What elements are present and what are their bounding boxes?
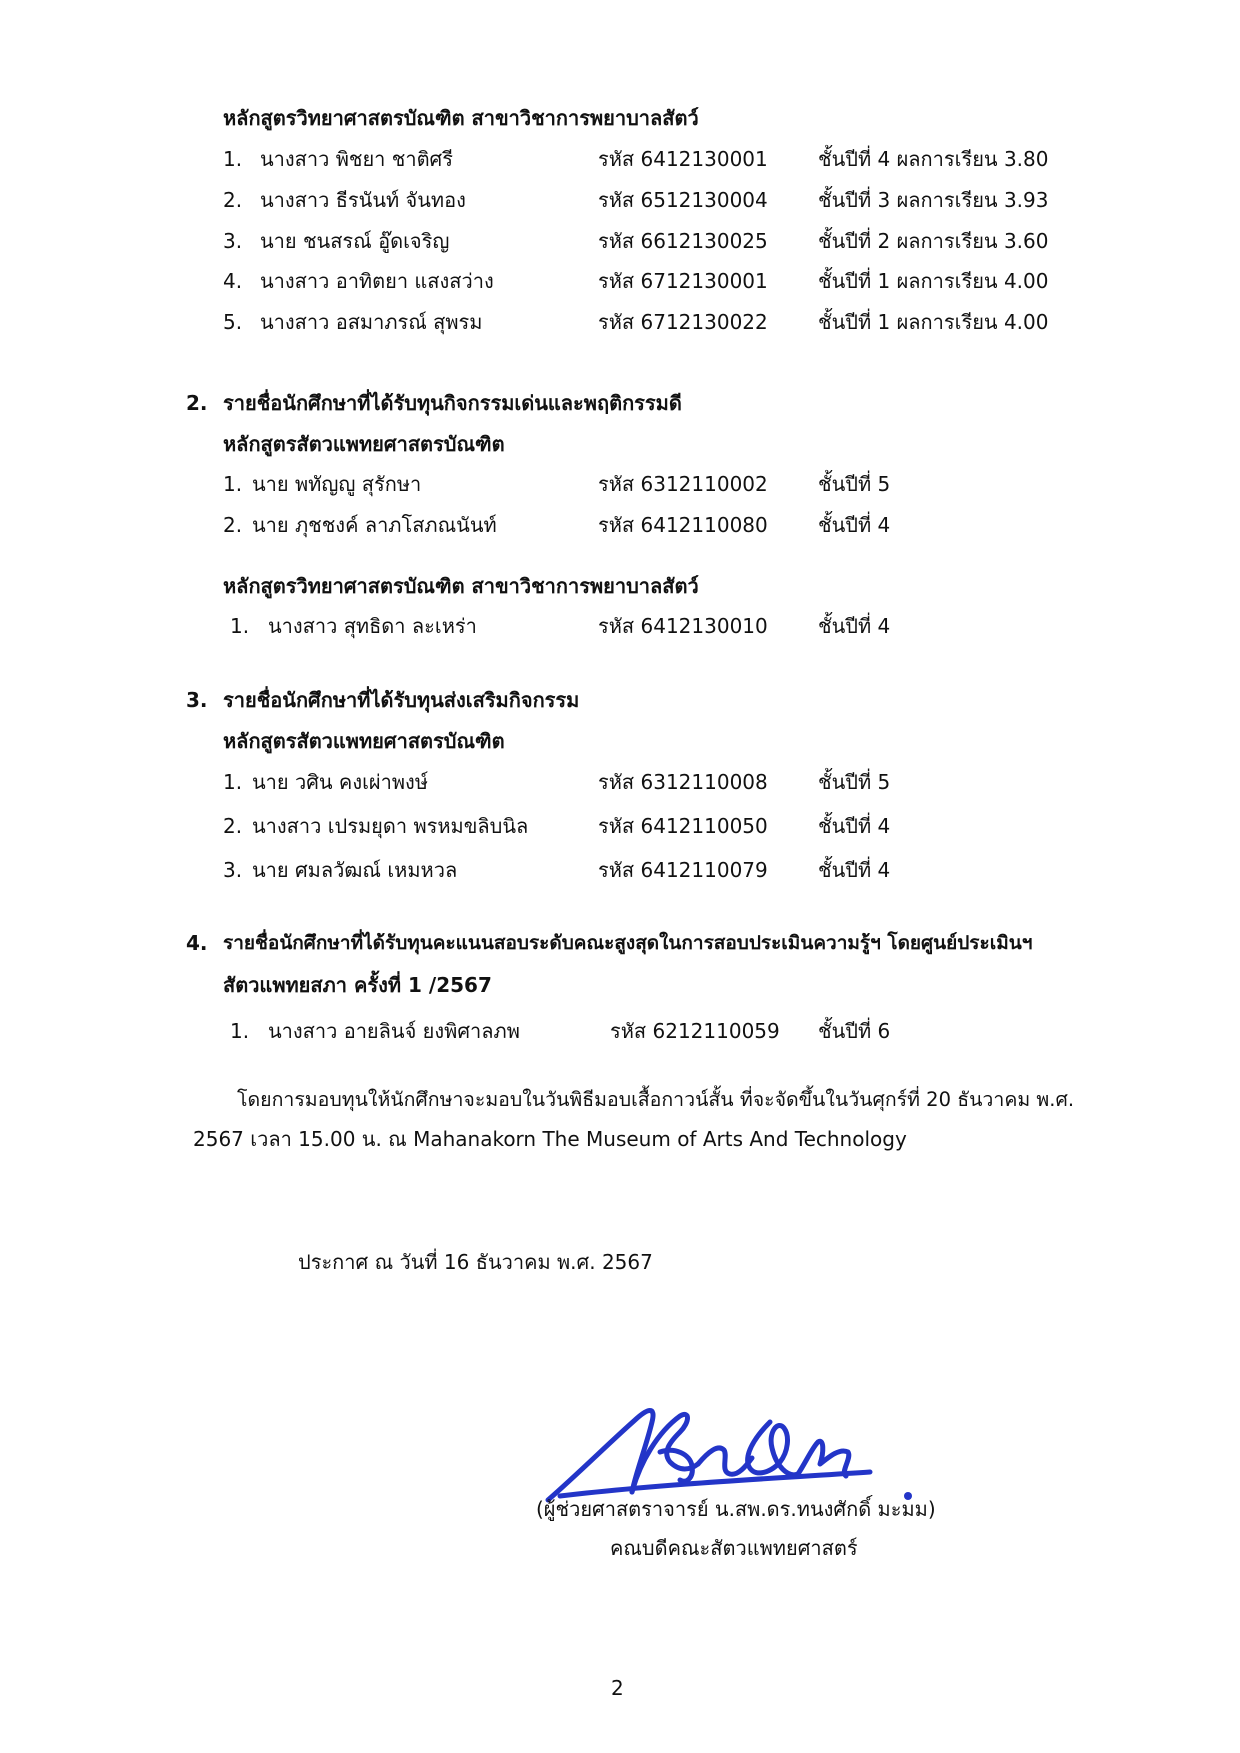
section-title-cont: สัตวแพทยสภา ครั้งที่ 1 /2567: [223, 973, 492, 997]
student-code: รหัส 6412110080: [598, 513, 768, 537]
signatory-position: คณบดีคณะสัตวแพทยศาสตร์: [610, 1536, 858, 1560]
student-name: นางสาว อายลินจ์ ยงพิศาลภพ: [268, 1019, 520, 1043]
section-number: 2.: [186, 391, 208, 415]
program-heading: หลักสูตรสัตวแพทยศาสตรบัณฑิต: [223, 432, 505, 456]
student-name: นาย วศิน คงเผ่าพงษ์: [252, 770, 428, 794]
row-number: 1.: [223, 472, 243, 496]
student-name: นางสาว พิชยา ชาติศรี: [260, 147, 453, 171]
student-year: ชั้นปีที่ 5: [818, 472, 891, 496]
student-code: รหัส 6412110050: [598, 814, 768, 838]
student-name: นาย ภุชชงค์ ลาภโสภณนันท์: [252, 513, 497, 537]
page-number: 2: [611, 1676, 624, 1700]
student-code: รหัส 6712130022: [598, 310, 768, 334]
row-number: 3.: [223, 229, 243, 253]
student-year: ชั้นปีที่ 3 ผลการเรียน 3.93: [818, 188, 1049, 212]
program-heading: หลักสูตรวิทยาศาสตรบัณฑิต สาขาวิชาการพยาบาลสัตว์: [223, 106, 699, 130]
row-number: 2.: [223, 814, 243, 838]
row-number: 1.: [230, 614, 250, 638]
student-code: รหัส 6312110002: [598, 472, 768, 496]
row-number: 1.: [223, 147, 243, 171]
row-number: 1.: [223, 770, 243, 794]
student-name: นาย ศมลวัฒณ์ เหมหวล: [252, 858, 458, 882]
student-year: ชั้นปีที่ 1 ผลการเรียน 4.00: [818, 269, 1049, 293]
student-year: ชั้นปีที่ 4: [818, 858, 891, 882]
student-year: ชั้นปีที่ 2 ผลการเรียน 3.60: [818, 229, 1049, 253]
row-number: 5.: [223, 310, 243, 334]
student-year: ชั้นปีที่ 4: [818, 614, 891, 638]
row-number: 2.: [223, 188, 243, 212]
student-name: นางสาว สุทธิดา ละเหร่า: [268, 614, 477, 638]
student-year: ชั้นปีที่ 1 ผลการเรียน 4.00: [818, 310, 1049, 334]
paragraph-line: โดยการมอบทุนให้นักศึกษาจะมอบในวันพิธีมอบเสื้อกาวน์สั้น ที่จะจัดขึ้นในวันศุกร์ที่ 20 ธันวาคม พ.ศ.: [237, 1088, 1075, 1111]
student-code: รหัส 6412130001: [598, 147, 768, 171]
student-year: ชั้นปีที่ 4: [818, 513, 891, 537]
student-year: ชั้นปีที่ 5: [818, 770, 891, 794]
student-code: รหัส 6712130001: [598, 269, 768, 293]
student-code: รหัส 6212110059: [610, 1019, 780, 1043]
program-heading: หลักสูตรสัตวแพทยศาสตรบัณฑิต: [223, 729, 505, 753]
student-year: ชั้นปีที่ 4 ผลการเรียน 3.80: [818, 147, 1049, 171]
student-name: นาย ชนสรณ์ อู๊ดเจริญ: [260, 229, 450, 253]
student-code: รหัส 6512130004: [598, 188, 768, 212]
student-name: นาย พทัญญู สุรักษา: [252, 472, 422, 496]
section-title: รายชื่อนักศึกษาที่ได้รับทุนส่งเสริมกิจกรรม: [223, 688, 580, 712]
student-code: รหัส 6412110079: [598, 858, 768, 882]
student-name: นางสาว อาทิตยา แสงสว่าง: [260, 269, 494, 293]
announcement-date: ประกาศ ณ วันที่ 16 ธันวาคม พ.ศ. 2567: [298, 1250, 653, 1274]
section-number: 3.: [186, 688, 208, 712]
student-code: รหัส 6612130025: [598, 229, 768, 253]
student-name: นางสาว ธีรนันท์ จันทอง: [260, 188, 466, 212]
section-number: 4.: [186, 931, 208, 955]
row-number: 3.: [223, 858, 243, 882]
section-title: รายชื่อนักศึกษาที่ได้รับทุนคะแนนสอบระดับคณะสูงสุดในการสอบประเมินความรู้ฯ โดยศูนย์ประเมินฯ: [223, 932, 1033, 954]
row-number: 2.: [223, 513, 243, 537]
row-number: 1.: [230, 1019, 250, 1043]
section-title: รายชื่อนักศึกษาที่ได้รับทุนกิจกรรมเด่นและพฤติกรรมดี: [223, 391, 682, 415]
student-name: นางสาว เปรมยุดา พรหมขลิบนิล: [252, 814, 529, 838]
row-number: 4.: [223, 269, 243, 293]
program-heading: หลักสูตรวิทยาศาสตรบัณฑิต สาขาวิชาการพยาบาลสัตว์: [223, 574, 699, 598]
student-code: รหัส 6412130010: [598, 614, 768, 638]
handwritten-signature: [540, 1392, 920, 1512]
student-code: รหัส 6312110008: [598, 770, 768, 794]
student-year: ชั้นปีที่ 4: [818, 814, 891, 838]
student-name: นางสาว อสมาภรณ์ สุพรม: [260, 310, 483, 334]
signatory-name: (ผู้ช่วยศาสตราจารย์ น.สพ.ดร.ทนงศักดิ์ มะมม): [536, 1497, 936, 1521]
student-year: ชั้นปีที่ 6: [818, 1019, 891, 1043]
paragraph-line: 2567 เวลา 15.00 น. ณ Mahanakorn The Museum of Arts And Technology: [193, 1127, 907, 1151]
